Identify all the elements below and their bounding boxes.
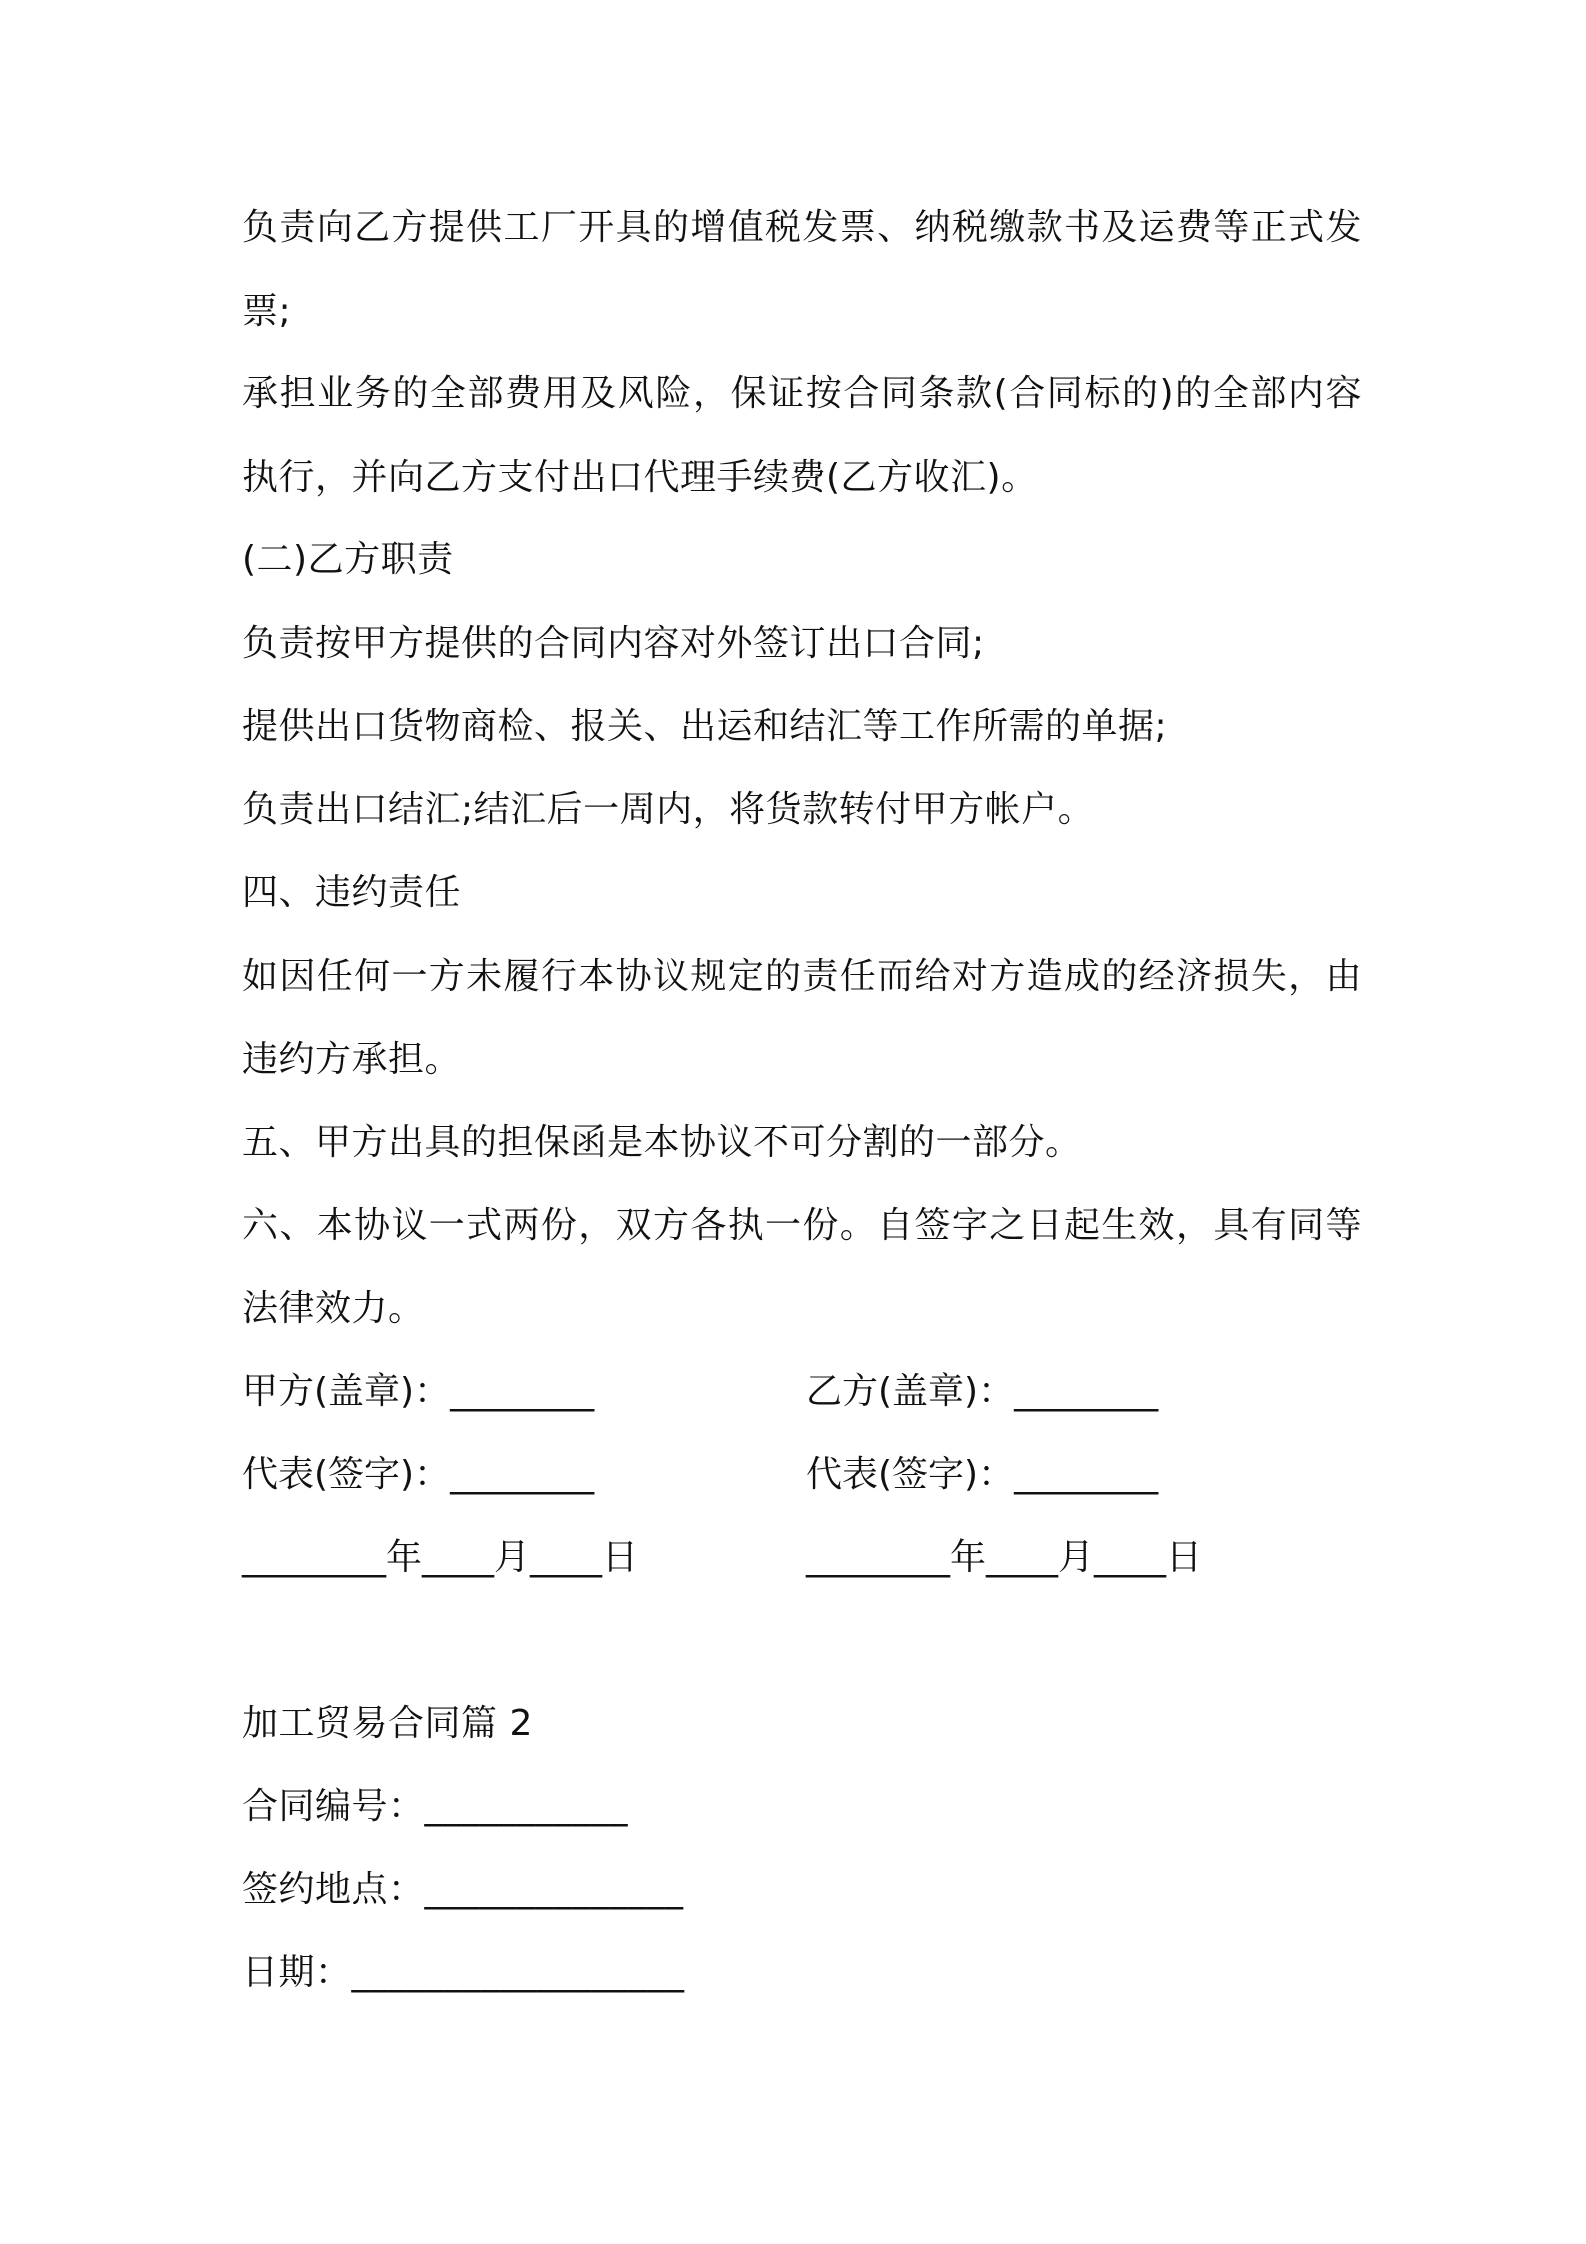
date-field: 日期：__________________ xyxy=(242,1952,685,1993)
party-b-representative: 代表(签字)：________ xyxy=(806,1454,1159,1495)
paragraph-line: 六、本协议一式两份，双方各执一份。自签字之日起生效，具有同等 xyxy=(242,1205,1362,1246)
list-item: 负责按甲方提供的合同内容对外签订出口合同; xyxy=(242,623,985,664)
section-heading: 五、甲方出具的担保函是本协议不可分割的一部分。 xyxy=(242,1122,1082,1163)
signing-place-field: 签约地点：______________ xyxy=(242,1869,684,1910)
contract-title: 加工贸易合同篇 2 xyxy=(242,1703,533,1744)
paragraph-line: 法律效力。 xyxy=(242,1288,425,1329)
party-b-date: ________年____月____日 xyxy=(806,1537,1202,1578)
list-item: 提供出口货物商检、报关、出运和结汇等工作所需的单据; xyxy=(242,706,1168,747)
party-a-seal: 甲方(盖章)：________ xyxy=(242,1371,595,1412)
paragraph-line: 执行，并向乙方支付出口代理手续费(乙方收汇)。 xyxy=(242,457,1038,498)
paragraph-line: 票; xyxy=(242,291,292,332)
party-b-seal: 乙方(盖章)：________ xyxy=(806,1371,1159,1412)
paragraph-line: 承担业务的全部费用及风险，保证按合同条款(合同标的)的全部内容 xyxy=(242,373,1362,414)
contract-number-field: 合同编号：___________ xyxy=(242,1786,629,1827)
paragraph-line: 负责向乙方提供工厂开具的增值税发票、纳税缴款书及运费等正式发 xyxy=(242,207,1362,248)
section-heading: 四、违约责任 xyxy=(242,872,462,913)
section-heading: (二)乙方职责 xyxy=(242,539,454,580)
signature-row-representative xyxy=(242,1451,1382,1499)
paragraph-line: 违约方承担。 xyxy=(242,1039,462,1080)
signature-row-date xyxy=(242,1534,1382,1582)
signature-row-seal xyxy=(242,1368,1382,1416)
paragraph-line: 如因任何一方未履行本协议规定的责任而给对方造成的经济损失，由 xyxy=(242,956,1362,997)
party-a-representative: 代表(签字)：________ xyxy=(242,1454,595,1495)
party-a-date: ________年____月____日 xyxy=(242,1537,638,1578)
list-item: 负责出口结汇;结汇后一周内，将货款转付甲方帐户。 xyxy=(242,789,1095,830)
